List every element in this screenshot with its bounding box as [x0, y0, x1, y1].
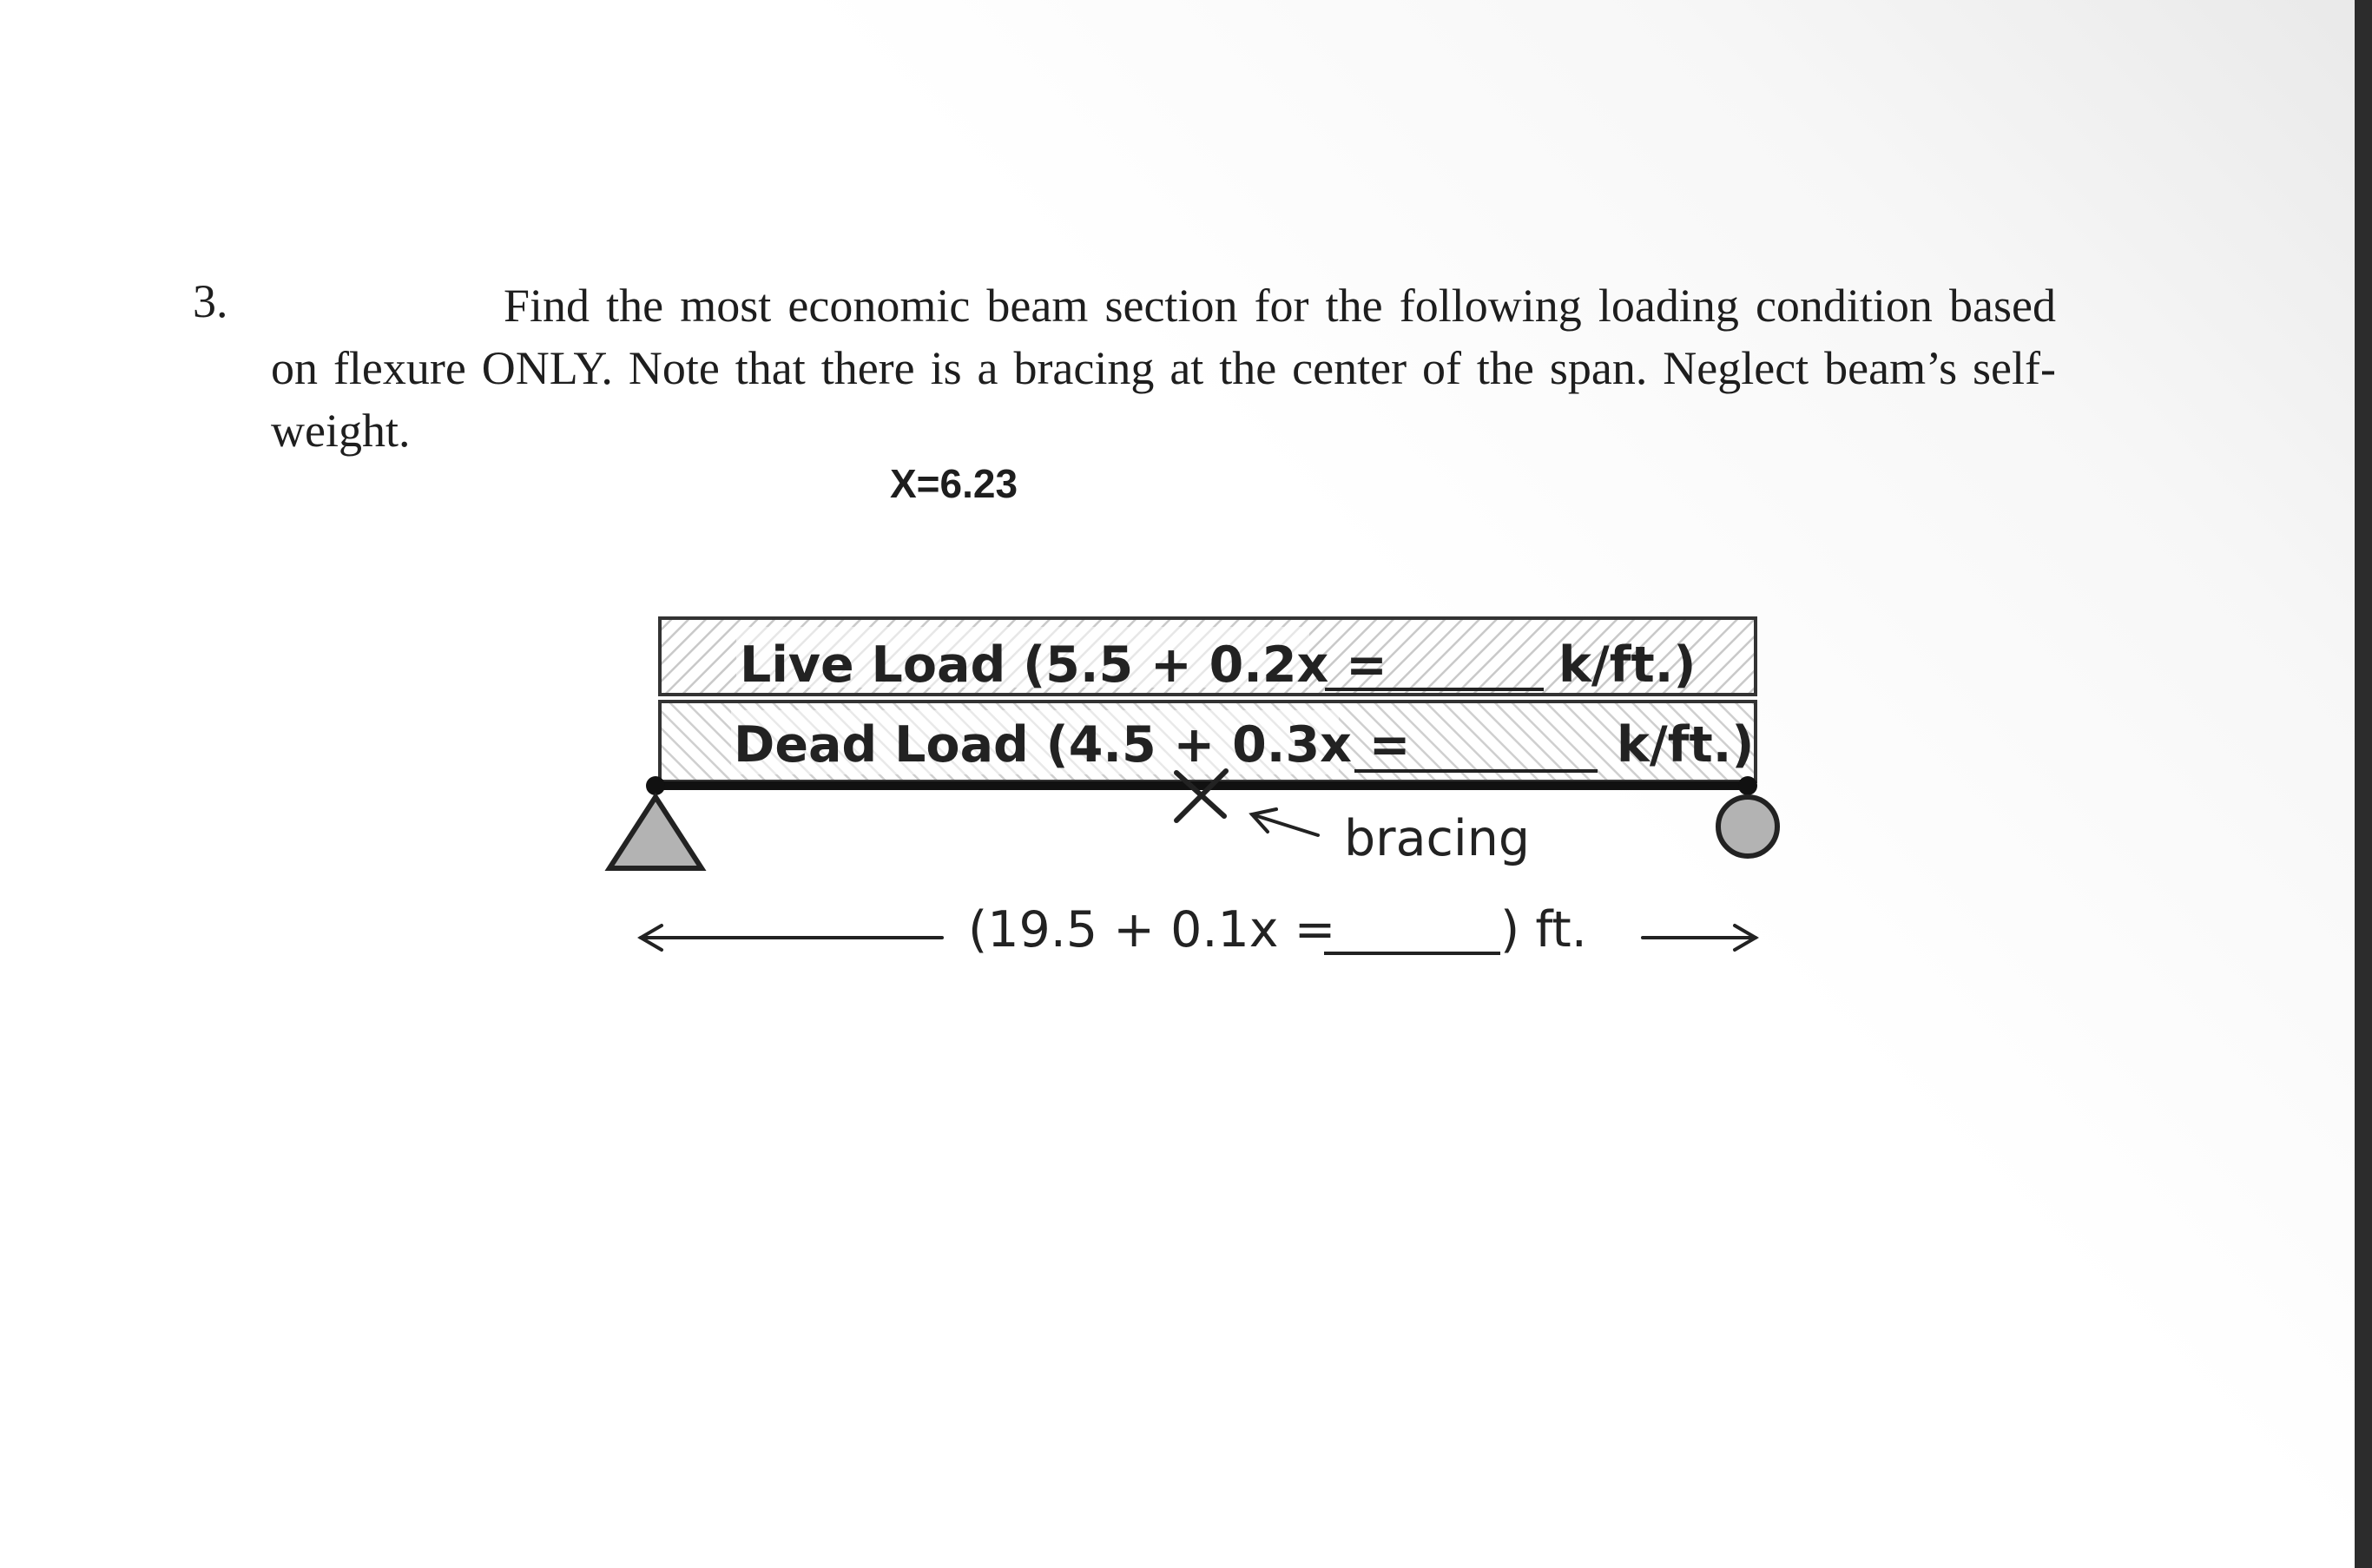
roller-support-icon	[1718, 797, 1777, 856]
x-value-note: X=6.23	[890, 461, 1018, 506]
problem-statement: Find the most economic beam section for the following loading condition based on flexure ONLY. Note that there is a bracing at the center of the span. Neglect beam’s self-weight.	[271, 280, 2056, 457]
beam-right-end	[1738, 776, 1757, 795]
live-load-label: Live Load (5.5 + 0.2x =	[740, 636, 1387, 694]
span-left-arrow-icon	[641, 926, 942, 950]
span-label: (19.5 + 0.1x =	[968, 901, 1336, 959]
span-right-arrow-icon	[1643, 926, 1756, 950]
bracing-label: bracing	[1344, 810, 1531, 867]
live-load-unit: k/ft.)	[1558, 636, 1697, 694]
span-unit: ) ft.	[1500, 901, 1587, 959]
dead-load-label: Dead Load (4.5 + 0.3x =	[734, 716, 1411, 774]
dead-load-unit: k/ft.)	[1617, 716, 1755, 774]
problem-number: 3.	[193, 275, 228, 327]
pin-support-icon	[609, 797, 702, 868]
bracing-arrow-icon	[1252, 809, 1318, 835]
